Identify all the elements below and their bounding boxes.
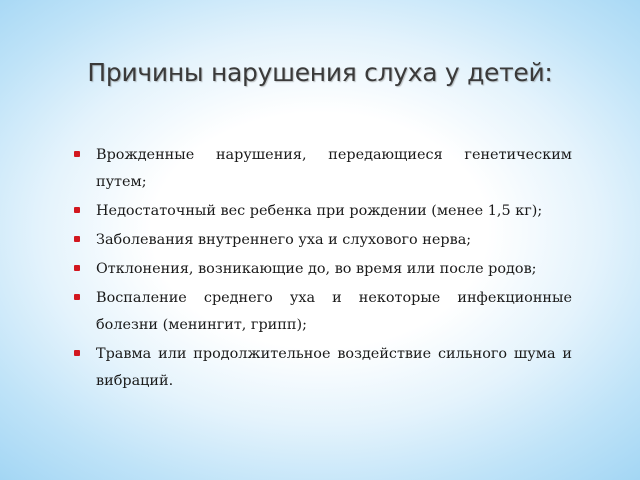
bullet-square-icon — [74, 236, 80, 242]
bullet-square-icon — [74, 294, 80, 300]
list-item-text: Травма или продолжительное воздействие сильного шума и вибраций. — [96, 346, 572, 389]
bullet-square-icon — [74, 207, 80, 213]
list-item-text: Недостаточный вес ребенка при рождении (менее 1,5 кг); — [96, 203, 543, 219]
list-item-3 — [72, 227, 572, 254]
list-item-5 — [72, 285, 572, 339]
list-item-text: Заболевания внутреннего уха и слухового нерва; — [96, 232, 472, 248]
bullet-square-icon — [74, 265, 80, 271]
list-item-text: Отклонения, возникающие до, во время или после родов; — [96, 261, 537, 277]
list-item-1 — [72, 142, 572, 196]
bullet-square-icon — [74, 350, 80, 356]
list-item-text: Воспаление среднего уха и некоторые инфекционные болезни (менингит, грипп); — [96, 290, 572, 333]
slide-title: Причины нарушения слуха у детей: — [87, 58, 553, 87]
list-item-6 — [72, 341, 572, 395]
causes-list — [72, 142, 572, 397]
list-item-2 — [72, 198, 572, 225]
list-item-4 — [72, 256, 572, 283]
list-item-text: Врожденные нарушения, передающиеся генетическим путем; — [96, 147, 572, 190]
bullet-square-icon — [74, 151, 80, 157]
